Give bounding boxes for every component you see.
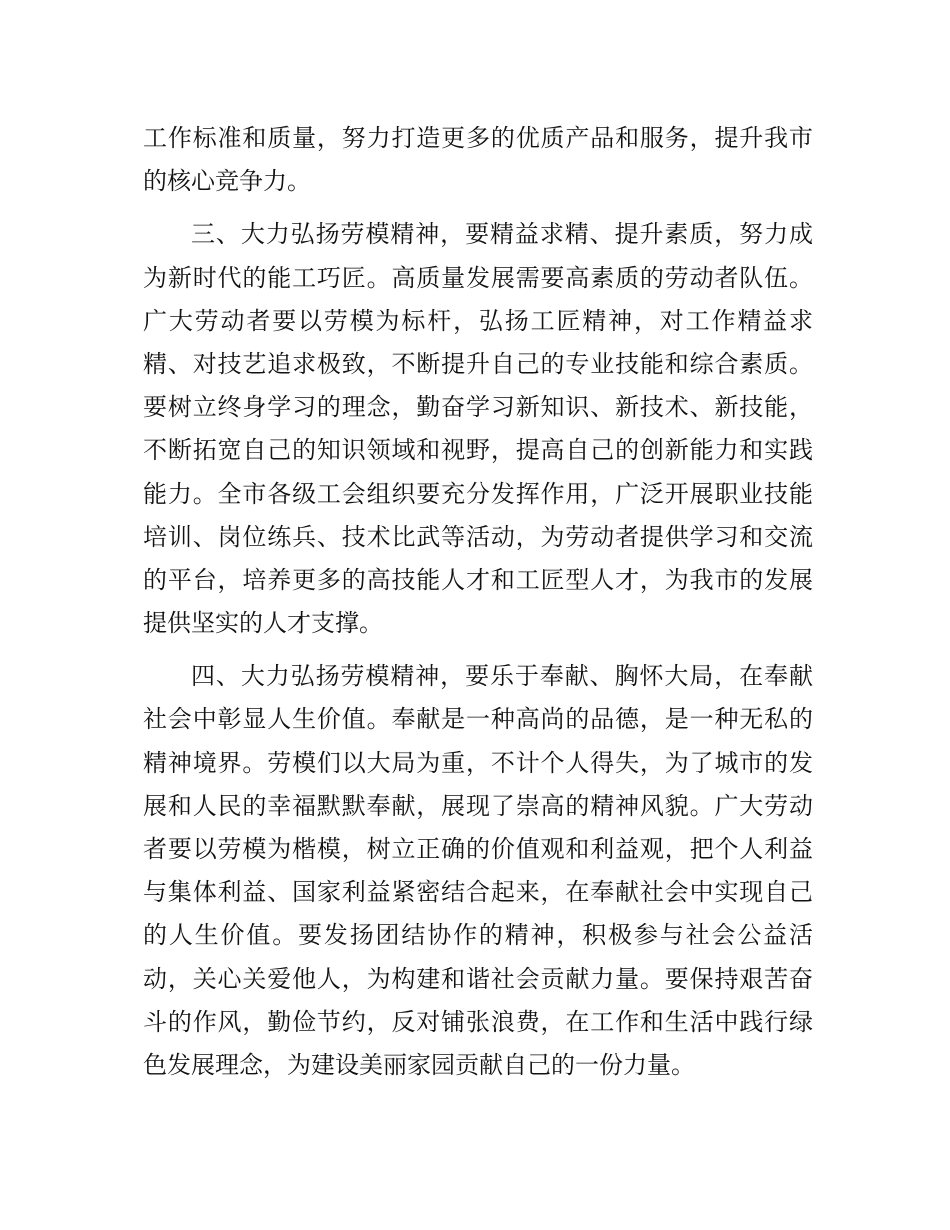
text-line: 提供坚实的人才支撑。: [143, 609, 383, 638]
paragraph-section-four: [143, 655, 813, 1087]
text-line: 不断拓宽自己的知识领域和视野，提高自己的创新能力和实践: [143, 436, 813, 465]
text-line: 与集体利益、国家利益紧密结合起来，在奉献社会中实现自己: [143, 878, 813, 907]
text-line: 工作标准和质量，努力打造更多的优质产品和服务，提升我市: [143, 124, 813, 152]
text-line: 展和人民的幸福默默奉献，展现了崇高的精神风貌。广大劳动: [143, 791, 813, 820]
paragraph-continued: [143, 117, 813, 203]
text-line: 者要以劳模为楷模，树立正确的价值观和利益观，把个人利益: [143, 835, 813, 863]
paragraph-section-three: [143, 213, 813, 645]
text-line: 能力。全市各级工会组织要充分发挥作用，广泛开展职业技能: [143, 479, 813, 508]
text-line: 精神境界。劳模们以大局为重，不计个人得失，为了城市的发: [143, 748, 813, 777]
text-line: 培训、岗位练兵、技术比武等活动，为劳动者提供学习和交流: [143, 522, 813, 551]
text-line: 斗的作风，勤俭节约，反对铺张浪费，在工作和生活中践行绿: [143, 1007, 813, 1036]
text-line: 四、大力弘扬劳模精神，要乐于奉献、胸怀大局，在奉献: [191, 662, 813, 691]
text-line: 为新时代的能工巧匠。高质量发展需要高素质的劳动者队伍。: [143, 263, 813, 292]
text-line: 动，关心关爱他人，为构建和谐社会贡献力量。要保持艰苦奋: [143, 964, 813, 993]
text-line: 广大劳动者要以劳模为标杆，弘扬工匠精神，对工作精益求: [143, 306, 813, 335]
text-line: 的人生价值。要发扬团结协作的精神，积极参与社会公益活: [143, 921, 813, 950]
text-line: 的平台，培养更多的高技能人才和工匠型人才，为我市的发展: [143, 565, 813, 594]
text-line: 精、对技艺追求极致，不断提升自己的专业技能和综合素质。: [143, 349, 813, 378]
text-line: 色发展理念，为建设美丽家园贡献自己的一份力量。: [143, 1050, 695, 1079]
document-body: [143, 117, 813, 1087]
text-line: 社会中彰显人生价值。奉献是一种高尚的品德，是一种无私的: [143, 705, 813, 734]
text-line: 三、大力弘扬劳模精神，要精益求精、提升素质，努力成: [191, 220, 813, 249]
text-line: 的核心竞争力。: [143, 167, 311, 196]
text-line: 要树立终身学习的理念，勤奋学习新知识、新技术、新技能，: [143, 393, 813, 422]
